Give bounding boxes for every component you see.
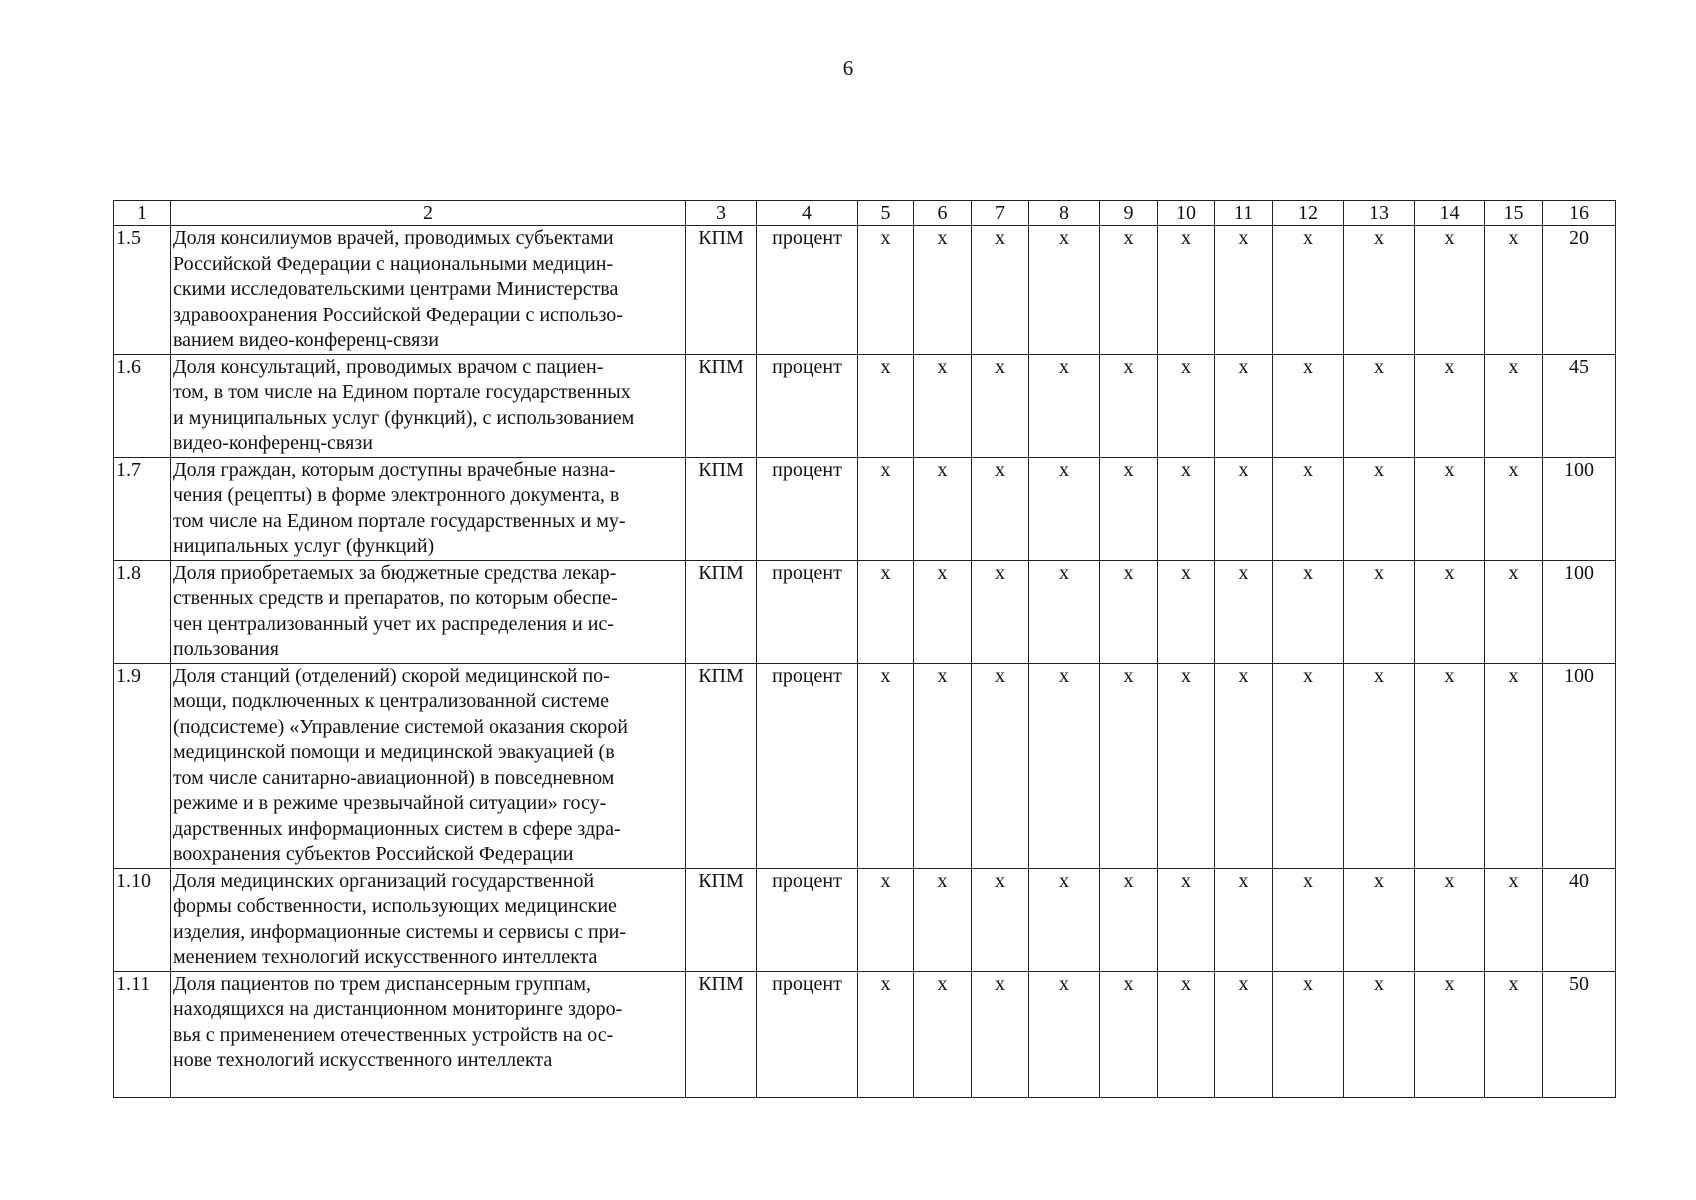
target-value: 40 [1543,868,1616,971]
description-line: здравоохранения Российской Федерации с использо- [173,303,623,326]
value-cell: x [1485,226,1543,355]
value-cell: x [1215,868,1273,971]
value-cell: x [1273,457,1344,560]
value-cell: x [1485,971,1543,1097]
indicators-table [113,200,1616,1098]
indicator-description [171,663,686,868]
table-row [114,226,1616,355]
value-cell: x [1485,354,1543,457]
value-cell: x [1158,226,1215,355]
value-cell: x [1415,457,1485,560]
value-cell: x [858,868,914,971]
unit-of-measure: процент [757,457,858,560]
unit-of-measure: процент [757,663,858,868]
value-cell: x [858,971,914,1097]
value-cell: x [1344,560,1415,663]
value-cell: x [1415,868,1485,971]
description-line: Доля граждан, которым доступны врачебные назна- [173,458,616,481]
table-row [114,663,1616,868]
value-cell: x [1215,971,1273,1097]
table-row [114,560,1616,663]
description-line: режиме и в режиме чрезвычайной ситуации» госу- [173,792,607,814]
indicator-description [171,560,686,663]
description-line: мощи, подключенных к централизованной системе [173,690,609,712]
description-line: находящихся на дистанционном мониторинге здоро- [173,998,623,1020]
value-cell: x [1344,226,1415,355]
value-cell: x [914,226,972,355]
value-cell: x [1100,457,1158,560]
row-number: 1.9 [114,663,171,868]
value-cell: x [972,457,1029,560]
unit-of-measure: процент [757,354,858,457]
value-cell: x [1158,971,1215,1097]
value-cell: x [1215,226,1273,355]
row-number: 1.8 [114,560,171,663]
value-cell: x [1158,560,1215,663]
value-cell: x [914,457,972,560]
row-number: 1.10 [114,868,171,971]
value-cell: x [914,354,972,457]
description-line: (подсистеме) «Управление системой оказания скорой [173,715,628,738]
value-cell: x [1215,354,1273,457]
description-line: том, в том числе на Едином портале государственных [173,381,631,403]
indicator-level: КПМ [686,560,757,663]
value-cell: x [1215,663,1273,868]
unit-of-measure: процент [757,560,858,663]
column-header: 10 [1158,201,1215,226]
value-cell: x [1100,971,1158,1097]
description-line: изделия, информационные системы и сервисы с при- [173,920,627,943]
value-cell: x [1029,868,1100,971]
value-cell: x [972,354,1029,457]
value-cell: x [1344,868,1415,971]
unit-of-measure: процент [757,226,858,355]
value-cell: x [1158,457,1215,560]
description-line: видео-конференц-связи [173,432,373,454]
description-line: Доля медицинских организаций государственной [173,869,595,892]
indicator-description [171,354,686,457]
column-header: 7 [972,201,1029,226]
description-line: вья с применением отечественных устройств на ос- [173,1023,614,1046]
table-row [114,354,1616,457]
unit-of-measure: процент [757,868,858,971]
description-line: ниципальных услуг (функций) [173,535,435,557]
indicator-level: КПМ [686,868,757,971]
value-cell: x [858,560,914,663]
target-value: 100 [1543,663,1616,868]
value-cell: x [858,354,914,457]
value-cell: x [1273,663,1344,868]
row-number: 1.11 [114,971,171,1097]
value-cell: x [1415,560,1485,663]
indicator-description [171,226,686,355]
value-cell: x [1485,457,1543,560]
value-cell: x [1158,354,1215,457]
value-cell: x [972,868,1029,971]
value-cell: x [858,226,914,355]
indicator-level: КПМ [686,971,757,1097]
value-cell: x [1100,354,1158,457]
value-cell: x [1415,226,1485,355]
value-cell: x [1029,354,1100,457]
value-cell: x [1029,971,1100,1097]
value-cell: x [858,457,914,560]
description-line: Российской Федерации с национальными медицин- [173,252,614,275]
indicator-level: КПМ [686,663,757,868]
value-cell: x [1273,868,1344,971]
value-cell: x [1415,354,1485,457]
description-line: чения (рецепты) в форме электронного документа, в [173,484,620,506]
value-cell: x [1485,663,1543,868]
value-cell: x [1273,226,1344,355]
column-header: 12 [1273,201,1344,226]
column-header: 3 [686,201,757,226]
column-header: 8 [1029,201,1100,226]
row-number: 1.6 [114,354,171,457]
column-header: 5 [858,201,914,226]
description-line: Доля станций (отделений) скорой медицинской по- [173,664,610,687]
value-cell: x [1029,560,1100,663]
value-cell: x [1158,868,1215,971]
description-line: медицинской помощи и медицинской эвакуацией (в [173,741,615,763]
column-header: 4 [757,201,858,226]
description-line: Доля консультаций, проводимых врачом с пациен- [173,355,604,378]
indicator-description [171,457,686,560]
value-cell: x [914,560,972,663]
value-cell: x [1273,971,1344,1097]
value-cell: x [1100,560,1158,663]
column-header: 9 [1100,201,1158,226]
row-number: 1.5 [114,226,171,355]
column-header: 6 [914,201,972,226]
header-row [114,201,1616,226]
description-line: Доля приобретаемых за бюджетные средства лекар- [173,561,617,584]
description-line: Доля консилиумов врачей, проводимых субъектами [173,227,614,249]
value-cell: x [1029,226,1100,355]
indicator-description [171,971,686,1097]
target-value: 100 [1543,560,1616,663]
description-line: том числе на Едином портале государственных и му- [173,509,626,532]
value-cell: x [1100,226,1158,355]
description-line: скими исследовательскими центрами Министерства [173,278,619,300]
description-line: том числе санитарно-авиационной) в повседневном [173,766,615,789]
value-cell: x [1215,560,1273,663]
value-cell: x [1158,663,1215,868]
value-cell: x [1029,457,1100,560]
description-line: воохранения субъектов Российской Федерации [173,843,574,865]
table-row [114,868,1616,971]
value-cell: x [972,560,1029,663]
table-row [114,457,1616,560]
unit-of-measure: процент [757,971,858,1097]
value-cell: x [1415,663,1485,868]
column-header: 15 [1485,201,1543,226]
indicator-level: КПМ [686,457,757,560]
indicator-level: КПМ [686,226,757,355]
description-line: пользования [173,638,279,660]
value-cell: x [1029,663,1100,868]
value-cell: x [972,226,1029,355]
value-cell: x [1344,971,1415,1097]
value-cell: x [1100,663,1158,868]
value-cell: x [914,663,972,868]
column-header: 16 [1543,201,1616,226]
column-header: 11 [1215,201,1273,226]
column-header: 14 [1415,201,1485,226]
value-cell: x [972,971,1029,1097]
description-line: нове технологий искусственного интеллекта [173,1049,553,1071]
value-cell: x [1415,971,1485,1097]
target-value: 20 [1543,226,1616,355]
column-header: 1 [114,201,171,226]
description-line: и муниципальных услуг (функций), с использованием [173,406,635,429]
indicator-description [171,868,686,971]
value-cell: x [1273,354,1344,457]
column-header: 13 [1344,201,1415,226]
value-cell: x [914,971,972,1097]
target-value: 50 [1543,971,1616,1097]
description-line: ванием видео-конференц-связи [173,329,439,351]
value-cell: x [1215,457,1273,560]
value-cell: x [1100,868,1158,971]
indicator-level: КПМ [686,354,757,457]
target-value: 100 [1543,457,1616,560]
table-row [114,971,1616,1097]
value-cell: x [1273,560,1344,663]
description-line: формы собственности, использующих медицинские [173,895,617,917]
target-value: 45 [1543,354,1616,457]
description-line: менением технологий искусственного интеллекта [173,946,598,968]
value-cell: x [1344,354,1415,457]
value-cell: x [858,663,914,868]
value-cell: x [1485,560,1543,663]
row-number: 1.7 [114,457,171,560]
value-cell: x [1485,868,1543,971]
description-line: дарственных информационных систем в сфере здра- [173,817,621,840]
description-line: ственных средств и препаратов, по которым обеспе- [173,587,618,609]
description-line: чен централизованный учет их распределения и ис- [173,612,614,635]
page-number: 6 [842,56,854,80]
value-cell: x [1344,457,1415,560]
value-cell: x [972,663,1029,868]
value-cell: x [914,868,972,971]
table-body [114,226,1616,1098]
column-header: 2 [171,201,686,226]
description-line: Доля пациентов по трем диспансерным группам, [173,972,591,995]
value-cell: x [1344,663,1415,868]
